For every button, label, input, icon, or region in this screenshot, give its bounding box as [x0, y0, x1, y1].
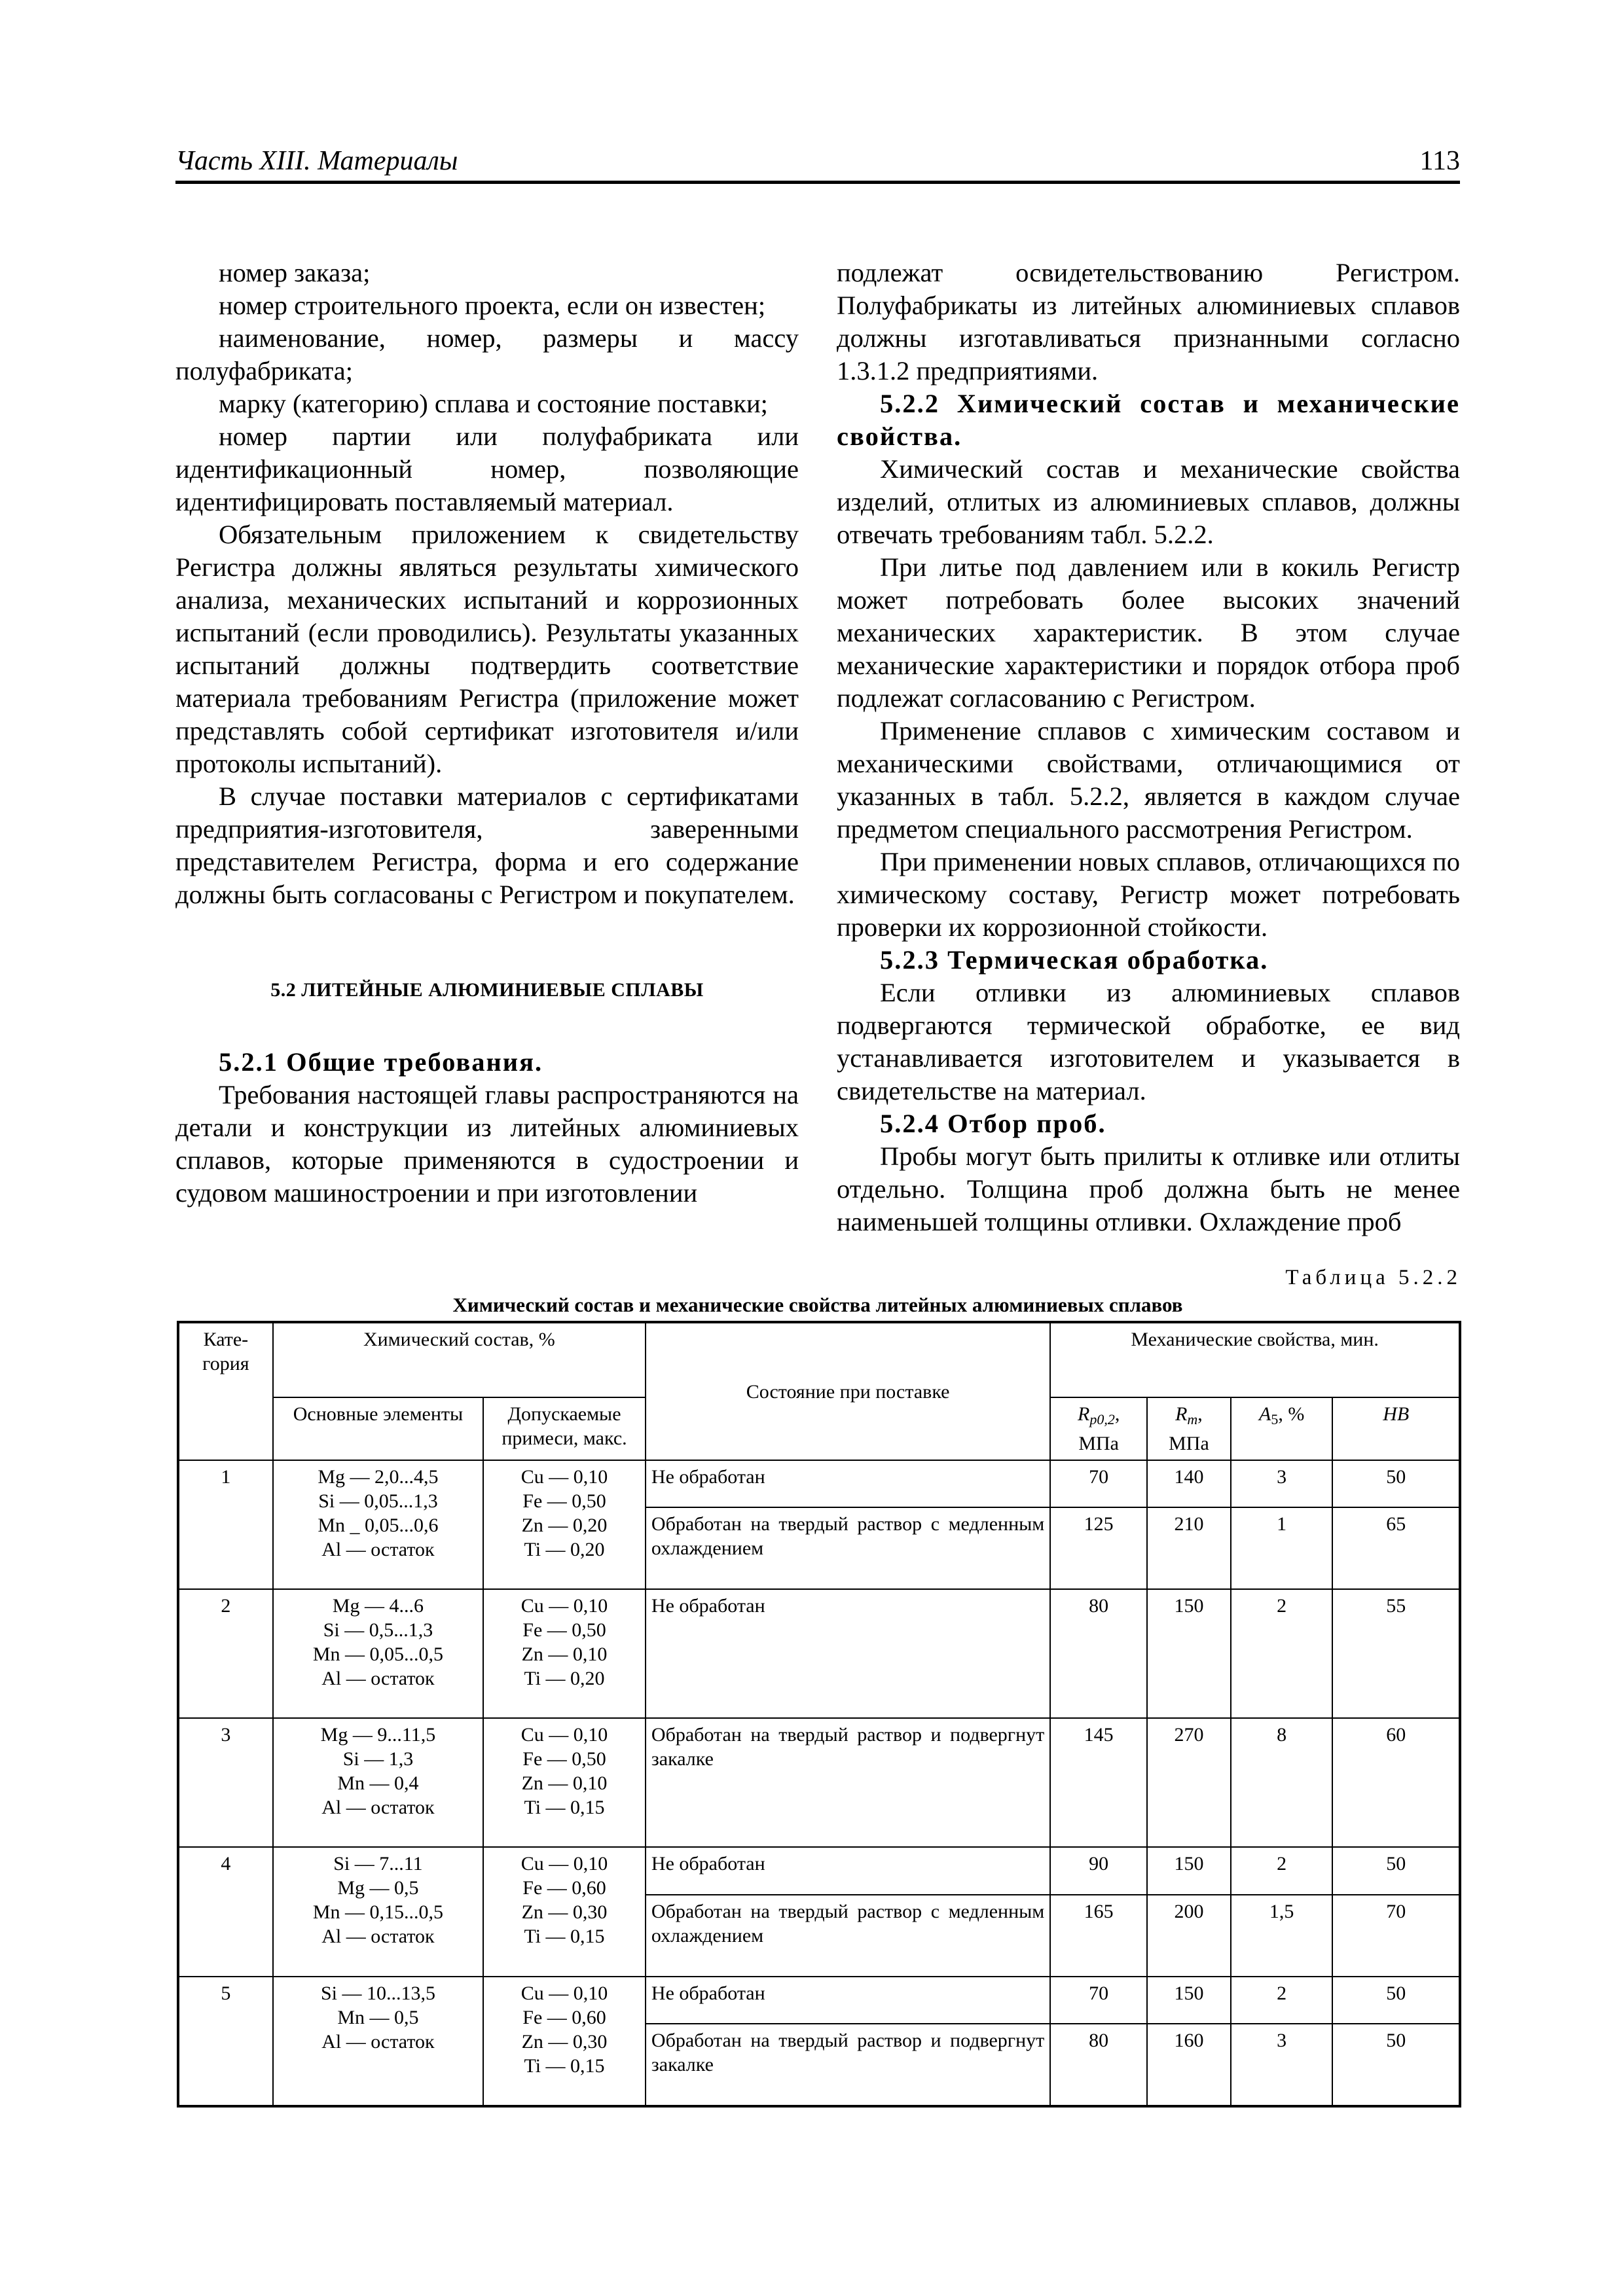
cell-condition: Обработан на твердый раствор и подвергнут закалке	[646, 1718, 1050, 1847]
a-symbol: A	[1258, 1403, 1271, 1425]
cell-condition: Не обработан	[646, 1977, 1050, 2024]
cell-rp: 125	[1050, 1507, 1147, 1589]
header-rm	[1147, 1397, 1231, 1460]
element-line: Al — остаток	[321, 1539, 435, 1560]
element-line: Si — 10...13,5	[320, 1982, 435, 2004]
cell-hb: 50	[1332, 1977, 1460, 2024]
cell-a: 2	[1231, 1589, 1333, 1718]
paragraph: При применении новых сплавов, отличающихся по химическому составу, Регистр может потребовать проверки их коррозионной стойкости.	[837, 847, 1460, 942]
alloy-table	[177, 1321, 1461, 2108]
paragraph: номер строительного проекта, если он известен;	[219, 291, 766, 320]
impurity-line: Zn — 0,30	[521, 2030, 608, 2053]
cell-impurities	[483, 1718, 646, 1847]
impurity-line: Cu — 0,10	[520, 1853, 608, 1875]
left-column	[175, 257, 799, 1210]
table-row	[178, 1460, 1460, 1507]
paragraph: Обязательным приложением к свидетельству Регистра должны являться результаты химического анализа, механических испытаний и коррозионных испытаний (если проводились). Результаты указанных испытаний должны подтвердить соответствие материала требованиям Регистра (приложение может представлять собой сертификат изготовителя и/или протоколы испытаний).	[175, 520, 799, 778]
cell-main-elements	[273, 1977, 483, 2106]
right-column	[837, 257, 1460, 1238]
impurity-line: Fe — 0,50	[522, 1490, 606, 1512]
paragraph: марку (категорию) сплава и состояние поставки;	[219, 389, 768, 418]
element-line: Al — остаток	[321, 1926, 435, 1948]
table-title: Химический состав и механические свойства литейных алюминиевых сплавов	[452, 1293, 1183, 1316]
element-line: Si — 0,05...1,3	[318, 1490, 438, 1512]
element-line: Si — 1,3	[342, 1748, 414, 1770]
paragraph: В случае поставки материалов с сертификатами предприятия-изготовителя, заверенными представителем Регистра, форма и его содержание должны быть согласованы с Регистром и покупателем.	[175, 781, 799, 909]
cell-main-elements	[273, 1718, 483, 1847]
cell-condition: Обработан на твердый раствор с медленным охлаждением	[646, 1507, 1050, 1589]
element-line: Al — остаток	[321, 1668, 435, 1690]
header-impurities: Допускаемые примеси, макс.	[483, 1397, 646, 1460]
element-line: Mg — 9...11,5	[320, 1724, 436, 1746]
element-line: Mn — 0,15...0,5	[312, 1901, 444, 1924]
subsection-heading: 5.2.1 Общие требования.	[219, 1047, 543, 1077]
impurity-line: Cu — 0,10	[520, 1466, 608, 1488]
cell-category: 3	[178, 1718, 273, 1847]
header-category: Кате-гория	[178, 1322, 273, 1460]
paragraph: При литье под давлением или в кокиль Регистр может потребовать более высоких значений механических характеристик. В этом случае механические характеристики и порядок отбора проб подлежат согласованию с Регистром.	[837, 552, 1460, 713]
paragraph: Применение сплавов с химическим составом и механическими свойствами, отличающимися от указанных в табл. 5.2.2, является в каждом случае предметом специального рассмотрения Регистром.	[837, 716, 1460, 844]
element-line: Mn — 0,4	[337, 1772, 419, 1795]
rm-sub: m	[1187, 1411, 1198, 1427]
element-line: Mn — 0,05...0,5	[312, 1643, 444, 1666]
header-rp	[1050, 1397, 1147, 1460]
cell-main-elements	[273, 1847, 483, 1976]
cell-rp: 80	[1050, 1589, 1147, 1718]
header-mech: Механические свойства, мин.	[1050, 1322, 1460, 1397]
element-line: Al — остаток	[321, 1797, 435, 1819]
cell-rm: 150	[1147, 1977, 1231, 2024]
header-a5	[1231, 1397, 1333, 1460]
cell-hb: 55	[1332, 1589, 1460, 1718]
impurity-line: Cu — 0,10	[520, 1982, 608, 2004]
cell-category: 2	[178, 1589, 273, 1718]
impurity-line: Fe — 0,60	[522, 2006, 606, 2028]
rm-symbol: R	[1175, 1403, 1188, 1425]
part-title: Часть XIII. Материалы	[175, 146, 458, 176]
cell-hb: 50	[1332, 1460, 1460, 1507]
rp-sub: p0,2	[1089, 1411, 1115, 1427]
cell-hb: 65	[1332, 1507, 1460, 1589]
cell-main-elements	[273, 1460, 483, 1589]
cell-hb: 50	[1332, 1847, 1460, 1894]
cell-rm: 160	[1147, 2024, 1231, 2106]
impurity-line: Ti — 0,15	[524, 1926, 605, 1948]
element-line: Si — 7...11	[333, 1853, 423, 1875]
cell-rp: 145	[1050, 1718, 1147, 1847]
cell-rm: 150	[1147, 1847, 1231, 1894]
cell-a: 3	[1231, 1460, 1333, 1507]
cell-rm: 150	[1147, 1589, 1231, 1718]
impurity-line: Zn — 0,10	[521, 1772, 608, 1795]
cell-impurities	[483, 1589, 646, 1718]
impurity-line: Fe — 0,50	[522, 1748, 606, 1770]
rp-symbol: R	[1077, 1403, 1090, 1425]
paragraph: номер партии или полуфабриката или идентификационный номер, позволяющие идентифицировать поставляемый материал.	[175, 422, 799, 516]
impurity-line: Ti — 0,15	[524, 1797, 605, 1819]
element-line: Mg — 0,5	[337, 1877, 419, 1899]
cell-a: 1,5	[1231, 1895, 1333, 1977]
impurity-line: Fe — 0,50	[522, 1619, 606, 1641]
element-line: Al — остаток	[321, 2030, 435, 2053]
impurity-line: Ti — 0,20	[524, 1539, 605, 1560]
paragraph: Если отливки из алюминиевых сплавов подвергаются термической обработке, ее вид устанавливается изготовителем и указывается в свидетельстве на материал.	[837, 978, 1460, 1105]
header-condition: Состояние при поставке	[646, 1322, 1050, 1460]
section-title: 5.2 ЛИТЕЙНЫЕ АЛЮМИНИЕВЫЕ СПЛАВЫ	[270, 979, 704, 1001]
rp-unit: , МПа	[1078, 1403, 1120, 1454]
cell-impurities	[483, 1977, 646, 2106]
rm-unit: , МПа	[1169, 1403, 1209, 1454]
cell-condition: Обработан на твердый раствор и подвергнут закалке	[646, 2024, 1050, 2106]
cell-rp: 80	[1050, 2024, 1147, 2106]
cell-category: 5	[178, 1977, 273, 2106]
impurity-line: Cu — 0,10	[520, 1724, 608, 1746]
cell-impurities	[483, 1847, 646, 1976]
cell-a: 3	[1231, 2024, 1333, 2106]
paragraph: номер заказа;	[219, 258, 371, 287]
running-header	[175, 145, 1460, 184]
cell-main-elements	[273, 1589, 483, 1718]
table-row	[178, 1977, 1460, 2024]
paragraph: Требования настоящей главы распространяются на детали и конструкции из литейных алюминиевых сплавов, которые применяются в судостроении и судовом машиностроении и при изготовлении	[175, 1080, 799, 1208]
subsection-heading: 5.2.3 Термическая обработка.	[880, 945, 1269, 975]
table-row	[178, 1718, 1460, 1847]
page-number: 113	[1419, 146, 1460, 176]
table-number: Таблица 5.2.2	[1285, 1266, 1461, 1289]
cell-rp: 165	[1050, 1895, 1147, 1977]
element-line: Mn — 0,5	[337, 2006, 419, 2028]
element-line: Mn _ 0,05...0,6	[318, 1515, 439, 1536]
impurity-line: Fe — 0,60	[522, 1877, 606, 1899]
cell-rm: 270	[1147, 1718, 1231, 1847]
a-unit: , %	[1278, 1403, 1305, 1425]
paragraph: подлежат освидетельствованию Регистром. Полуфабрикаты из литейных алюминиевых сплавов должны изготавливаться признанными согласно 1.3.1.2 предприятиями.	[837, 258, 1460, 386]
paragraph: наименование, номер, размеры и массу полуфабриката;	[175, 323, 799, 386]
table-row	[178, 1589, 1460, 1718]
cell-a: 2	[1231, 1847, 1333, 1894]
cell-a: 2	[1231, 1977, 1333, 2024]
impurity-line: Zn — 0,10	[521, 1643, 608, 1666]
cell-a: 8	[1231, 1718, 1333, 1847]
subsection-heading: 5.2.2 Химический состав и механические свойства.	[837, 389, 1460, 451]
cell-hb: 50	[1332, 2024, 1460, 2106]
paragraph: Пробы могут быть прилиты к отливке или отлиты отдельно. Толщина проб должна быть не менее наименьшей толщины отливки. Охлаждение проб	[837, 1141, 1460, 1236]
header-chem: Химический состав, %	[273, 1322, 646, 1397]
impurity-line: Zn — 0,20	[521, 1515, 608, 1536]
cell-rp: 70	[1050, 1977, 1147, 2024]
cell-hb: 70	[1332, 1895, 1460, 1977]
element-line: Mg — 4...6	[332, 1595, 424, 1617]
cell-impurities	[483, 1460, 646, 1589]
cell-condition: Обработан на твердый раствор с медленным охлаждением	[646, 1895, 1050, 1977]
impurity-line: Ti — 0,15	[524, 2054, 605, 2077]
element-line: Si — 0,5...1,3	[323, 1619, 433, 1641]
cell-category: 4	[178, 1847, 273, 1976]
cell-rp: 90	[1050, 1847, 1147, 1894]
cell-condition: Не обработан	[646, 1460, 1050, 1507]
subsection-heading: 5.2.4 Отбор проб.	[880, 1109, 1106, 1138]
header-hb: HB	[1332, 1397, 1460, 1460]
cell-rm: 140	[1147, 1460, 1231, 1507]
cell-rm: 210	[1147, 1507, 1231, 1589]
cell-condition: Не обработан	[646, 1589, 1050, 1718]
impurity-line: Zn — 0,30	[521, 1901, 608, 1924]
table-row	[178, 1847, 1460, 1894]
cell-rm: 200	[1147, 1895, 1231, 1977]
paragraph: Химический состав и механические свойства изделий, отлитых из алюминиевых сплавов, должны отвечать требованиям табл. 5.2.2.	[837, 454, 1460, 549]
impurity-line: Ti — 0,20	[524, 1668, 605, 1690]
impurity-line: Cu — 0,10	[520, 1595, 608, 1617]
element-line: Mg — 2,0...4,5	[318, 1466, 439, 1488]
header-main-elements: Основные элементы	[273, 1397, 483, 1460]
a-sub: 5	[1271, 1411, 1279, 1427]
cell-hb: 60	[1332, 1718, 1460, 1847]
cell-category: 1	[178, 1460, 273, 1589]
cell-rp: 70	[1050, 1460, 1147, 1507]
cell-a: 1	[1231, 1507, 1333, 1589]
cell-condition: Не обработан	[646, 1847, 1050, 1894]
